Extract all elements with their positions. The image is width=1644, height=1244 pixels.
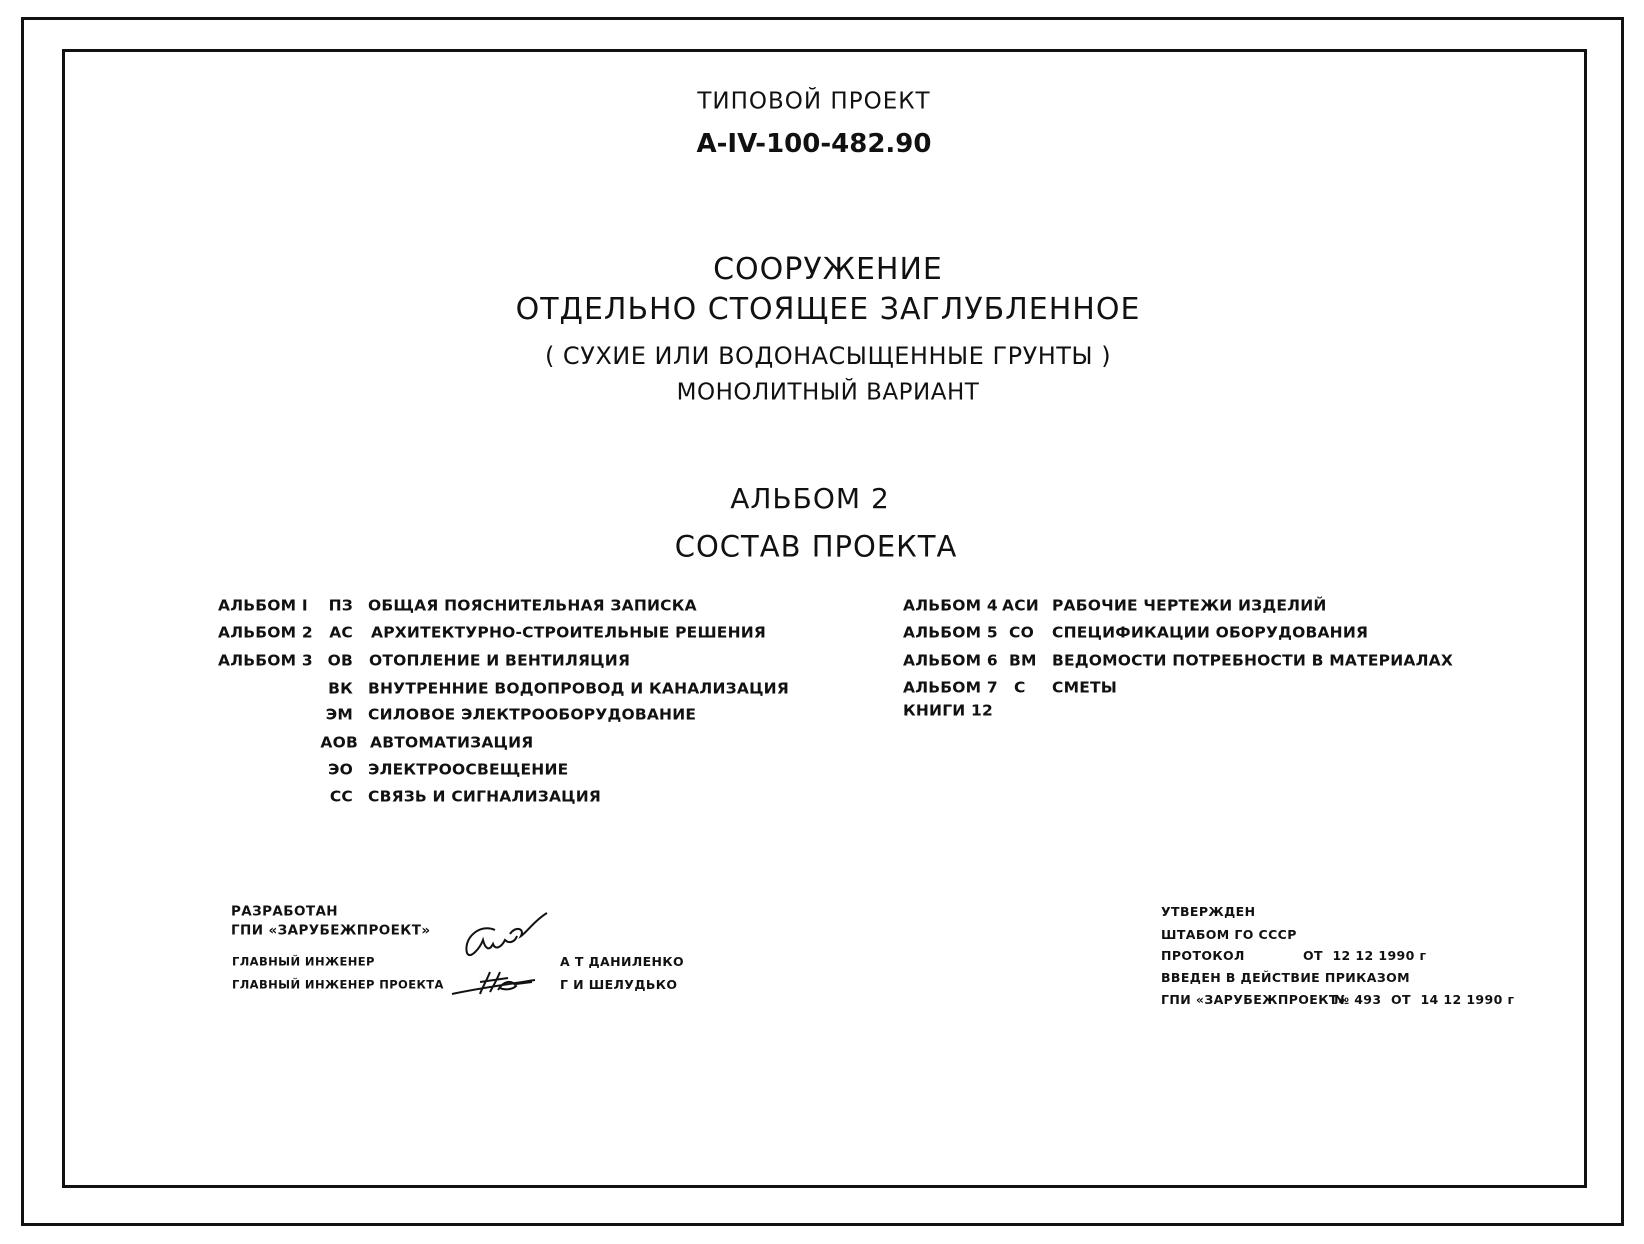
approved-by: ШТАБОМ ГО СССР	[1161, 926, 1297, 942]
title-line-2: ОТДЕЛЬНО СТОЯЩЕЕ ЗАГЛУБЛЕННОЕ	[515, 292, 1141, 327]
album-description: АВТОМАТИЗАЦИЯ	[370, 733, 534, 752]
album-description: ОБЩАЯ ПОЯСНИТЕЛЬНАЯ ЗАПИСКА	[368, 596, 697, 615]
album-label: АЛЬБОМ 5	[903, 623, 998, 642]
composition-heading: СОСТАВ ПРОЕКТА	[674, 529, 958, 564]
album-code: ЭМ	[325, 705, 353, 724]
album-code: СС	[329, 787, 353, 806]
album-description: СВЯЗЬ И СИГНАЛИЗАЦИЯ	[368, 787, 602, 806]
developed-label: РАЗРАБОТАН	[231, 903, 338, 920]
project-number: А-IV-100-482.90	[696, 129, 932, 159]
protocol-label: ПРОТОКОЛ	[1161, 947, 1245, 963]
album-code: АОВ	[320, 733, 358, 752]
album-description: РАБОЧИЕ ЧЕРТЕЖИ ИЗДЕЛИЙ	[1052, 596, 1327, 615]
album-code: ПЗ	[328, 596, 353, 615]
title-line-1: СООРУЖЕНИЕ	[713, 252, 943, 287]
approved-label: УТВЕРЖДЕН	[1161, 903, 1256, 919]
name-chief-engineer: А Т ДАНИЛЕНКО	[560, 953, 685, 969]
title-line-4: МОНОЛИТНЫЙ ВАРИАНТ	[676, 379, 980, 406]
album-label: АЛЬБОМ 7	[903, 678, 998, 697]
signature-chief-engineer	[455, 908, 555, 968]
project-series: ТИПОВОЙ ПРОЕКТ	[697, 88, 931, 115]
album-description: АРХИТЕКТУРНО-СТРОИТЕЛЬНЫЕ РЕШЕНИЯ	[371, 623, 767, 642]
album-description: ВНУТРЕННИЕ ВОДОПРОВОД И КАНАЛИЗАЦИЯ	[368, 679, 789, 698]
album-description: СИЛОВОЕ ЭЛЕКТРООБОРУДОВАНИЕ	[368, 705, 697, 724]
album-heading: АЛЬБОМ 2	[730, 482, 890, 515]
album-description: СМЕТЫ	[1052, 678, 1118, 697]
album-label: АЛЬБОМ I	[218, 596, 308, 615]
album-code: АС	[329, 623, 353, 642]
album-label: АЛЬБОМ 3	[218, 651, 313, 670]
title-line-3: ( СУХИЕ ИЛИ ВОДОНАСЫЩЕННЫЕ ГРУНТЫ )	[544, 342, 1112, 370]
signature-chief-project-engineer	[450, 968, 550, 998]
album-code: АСИ	[1002, 596, 1039, 615]
enacted-label: ВВЕДЕН В ДЕЙСТВИЕ ПРИКАЗОМ	[1161, 969, 1410, 985]
album-label: АЛЬБОМ 6	[903, 651, 998, 670]
name-chief-project-engineer: Г И ШЕЛУДЬКО	[560, 976, 678, 992]
album-code: СО	[1009, 623, 1034, 642]
album-description: ВЕДОМОСТИ ПОТРЕБНОСТИ В МАТЕРИАЛАХ	[1052, 651, 1453, 670]
protocol-date: ОТ 12 12 1990 г	[1303, 947, 1427, 963]
album-description: СПЕЦИФИКАЦИИ ОБОРУДОВАНИЯ	[1052, 623, 1369, 642]
inner-border	[62, 49, 1587, 1188]
album-code: ЭО	[328, 760, 353, 779]
album-code: ВМ	[1009, 651, 1037, 670]
album-code: ВК	[328, 679, 353, 698]
books-count: КНИГИ 12	[903, 701, 994, 720]
album-code: С	[1014, 678, 1026, 697]
role-chief-project-engineer: ГЛАВНЫЙ ИНЖЕНЕР ПРОЕКТА	[232, 977, 444, 992]
album-description: ОТОПЛЕНИЕ И ВЕНТИЛЯЦИЯ	[369, 651, 631, 670]
order-org: ГПИ «ЗАРУБЕЖПРОЕКТ»	[1161, 991, 1347, 1007]
order-number-date: № 493 ОТ 14 12 1990 г	[1334, 991, 1515, 1007]
album-label: АЛЬБОМ 4	[903, 596, 998, 615]
role-chief-engineer: ГЛАВНЫЙ ИНЖЕНЕР	[232, 954, 375, 969]
album-code: ОВ	[327, 651, 353, 670]
developed-org: ГПИ «ЗАРУБЕЖПРОЕКТ»	[231, 922, 431, 939]
album-description: ЭЛЕКТРООСВЕЩЕНИЕ	[368, 760, 569, 779]
album-label: АЛЬБОМ 2	[218, 623, 313, 642]
